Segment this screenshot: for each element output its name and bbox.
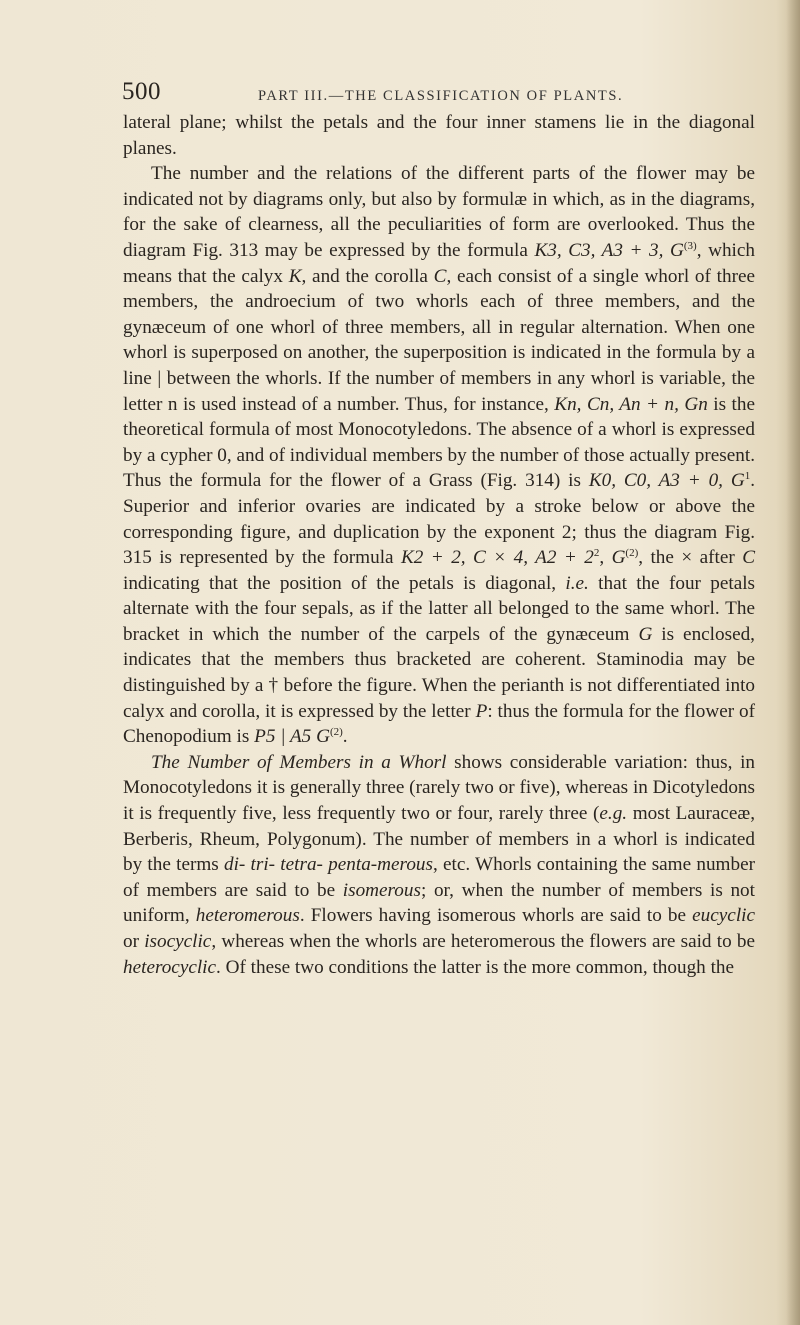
paragraph-3: The Number of Members in a Whorl shows considerable variation: thus, in Monocotyledons it is generally three (rarely two or five), whereas in Dicotyledons it is frequently five, less frequently two or four, rarely three (e.g. most Lauraceæ, Berberis, Rheum, Polygonum). The number of members in a whorl is indicated by the terms di- tri- tetra- penta-merous, etc. Whorls containing the same number of members are said to be isomerous; or, when the number of members is not uniform, heteromerous. Flowers having isomerous whorls are said to be eucyclic or isocyclic, whereas when the whorls are heteromerous the flowers are said to be heterocyclic. Of these two conditions the latter is the more common, though the xyxy=(123,751,756,978)
paragraph-2: The number and the relations of the different parts of the flower may be indicated not by diagrams only, but also by formulæ in which, as in the diagrams, for the sake of clearness, all the peculiarities of form are overlooked. Thus the diagram Fig. 313 may be expressed by the formula K3, C3, A3 + 3, $G^{(3)}$, which means that the calyx K, and the corolla C, each consist of a single whorl of three members, the androecium of two whorls each of three members, and the gynæceum of one whorl of three members, all in regular alternation. When one whorl is superposed on another, the superposition is indicated in the formula by a line | between the whorls. If the number of members in any whorl is variable, the letter n is used instead of a number. Thus, for instance, Kn, Cn, An + n, Gn is the theoretical formula of most Monocotyledons. The absence of a whorl is expressed by a cypher 0, and of individual members by the number of those actually present. Thus the formula for the flower of a Grass (Fig. 314) is K0, C0, A3 + 0, $G^1$. Superior and inferior ovaries are indicated by a stroke below or above the corresponding figure, and duplication by the exponent 2; thus the diagram Fig. 315 is represented by the formula K2 + 2, C × 4, $A2 + 2^2$, $G^{(2)}$, the × after C indicating that the position of the petals is diagonal, i.e. that the four petals alternate with the four sepals, as if the latter all belonged to the same whorl. The bracket in which the number of the carpels of the gynæceum G is enclosed, indicates that the members thus bracketed are coherent. Staminodia may be distinguished by a † before the figure. When the perianth is not differentiated into calyx and corolla, it is expressed by the letter P: thus the formula for the flower of Chenopodium is P5 | A5 $G^{(2)}$. xyxy=(123,163,756,748)
running-head: PART III.—THE CLASSIFICATION OF PLANTS. xyxy=(258,88,624,104)
page-edge-shadow xyxy=(786,0,800,1325)
page-number: 500 xyxy=(122,78,161,105)
page-header xyxy=(122,78,762,112)
paragraph-1: lateral plane; whilst the petals and the four inner stamens lie in the diagonal planes. xyxy=(123,112,755,159)
body-text xyxy=(123,110,755,980)
